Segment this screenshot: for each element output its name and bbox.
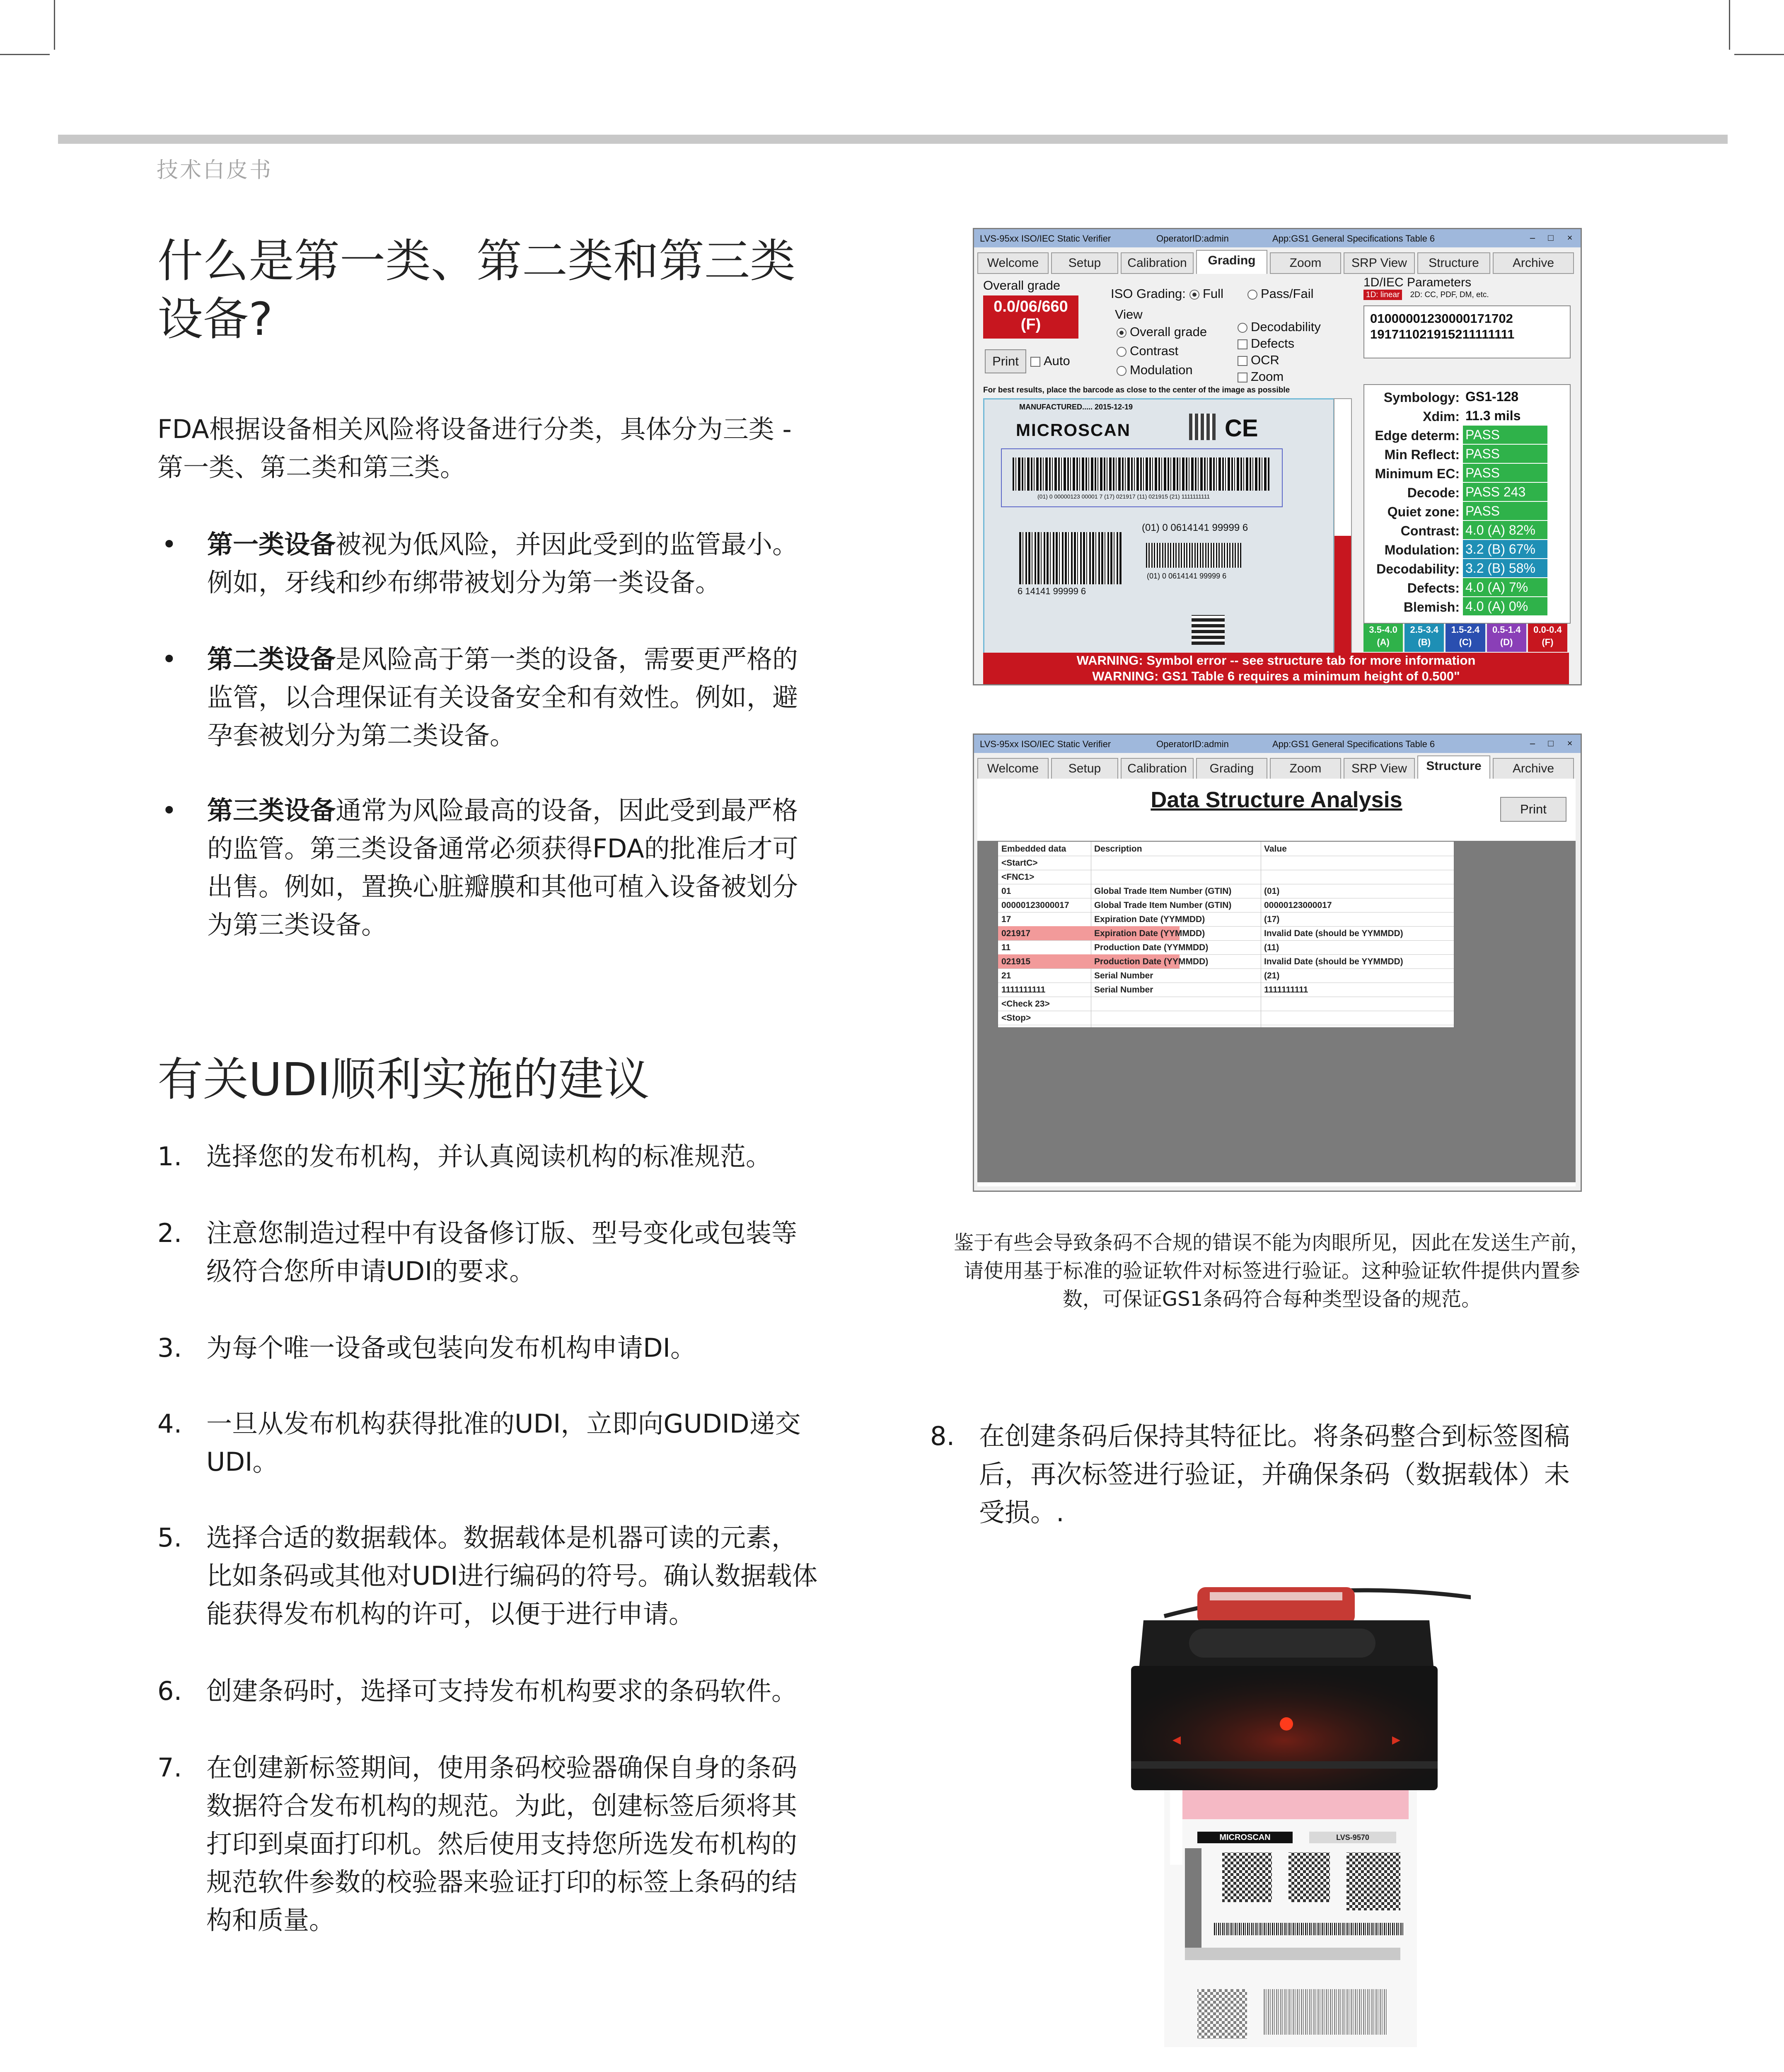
item-text: 在创建条码后保持其特征比。将条码整合到标签图稿: [979, 1421, 1570, 1451]
table-cell: Serial Number: [1094, 971, 1153, 980]
device-label-brand: MICROSCAN: [1219, 1833, 1271, 1842]
parameter-row: [1364, 502, 1555, 521]
parameter-row: [1364, 407, 1555, 426]
decoded-data-line: 01000001230000171702: [1370, 311, 1513, 326]
parameter-row: [1364, 483, 1555, 502]
parameter-name: Quiet zone:: [1387, 504, 1460, 519]
legend-cell: [1487, 624, 1526, 652]
table-row: [998, 968, 1454, 983]
check-box-icon[interactable]: [1238, 356, 1247, 366]
legend-grade: (D): [1500, 637, 1513, 647]
bullet-marker: •: [162, 529, 177, 559]
maximize-icon[interactable]: □: [1548, 738, 1554, 748]
ean-digits: 6 14141 99999 6: [1018, 586, 1086, 596]
item-number: 2.: [157, 1218, 182, 1248]
legend-cell: [1363, 624, 1403, 652]
maximize-icon[interactable]: □: [1548, 232, 1554, 243]
check-option-label: OCR: [1251, 353, 1279, 367]
tab-welcome[interactable]: Welcome: [977, 758, 1049, 779]
ean-barcode: [1019, 532, 1122, 584]
legend-range: 0.0-0.4: [1533, 625, 1562, 635]
table-row: [998, 912, 1454, 927]
item-number: 6.: [157, 1676, 182, 1706]
bullet-text: 监管，以合理保证有关设备安全和有效性。例如，避: [207, 682, 798, 712]
legend-cell: [1404, 624, 1444, 652]
parameters-list: [1363, 384, 1571, 624]
item-text: 注意您制造过程中有设备修订版、型号变化或包装等: [206, 1218, 798, 1248]
check-option-label: Decodability: [1251, 320, 1321, 334]
passfail-radio[interactable]: [1247, 286, 1313, 301]
bullet-text: 出售。例如，置换心脏瓣膜和其他可植入设备被划分: [207, 871, 798, 902]
parameter-name: Minimum EC:: [1375, 466, 1460, 481]
close-icon[interactable]: ×: [1567, 232, 1573, 243]
verifier-structure-window: [973, 733, 1582, 1192]
close-icon[interactable]: ×: [1567, 738, 1573, 748]
section-title-line2: 设备?: [157, 293, 273, 346]
bullet-item: [157, 792, 862, 944]
parameter-row: [1364, 426, 1555, 445]
tab-bar: [977, 755, 1577, 779]
bullet-text: 的监管。第三类设备通常必须获得FDA的批准后才可: [207, 833, 798, 864]
bullet-text: 孕套被划分为第二类设备。: [207, 720, 516, 750]
gtin-barcode: [1146, 543, 1241, 568]
table-cell: 17: [1001, 915, 1011, 924]
bullet-term: 第三类设备: [207, 795, 336, 825]
positioning-hint: For best results, place the barcode as close to the center of the image as possible: [983, 386, 1290, 395]
parameter-value: PASS: [1463, 502, 1547, 520]
table-cell: 21: [1001, 971, 1011, 980]
legend-range: 3.5-4.0: [1369, 625, 1397, 635]
table-row: [998, 884, 1454, 898]
parameter-row: [1364, 540, 1555, 559]
tab-welcome[interactable]: Welcome: [977, 252, 1049, 274]
intro-line: 第一类、第二类和第三类。: [157, 452, 466, 482]
table-row: [998, 997, 1454, 1011]
tab-calibration[interactable]: Calibration: [1121, 758, 1194, 779]
parameter-row: [1364, 578, 1555, 597]
warning-text: WARNING: Symbol error -- see structure tab for more information: [1076, 653, 1476, 668]
parameter-name: Xdim:: [1423, 409, 1460, 424]
legend-range: 0.5-1.4: [1492, 625, 1521, 635]
parameter-row: [1364, 597, 1555, 616]
passfail-label: Pass/Fail: [1261, 286, 1314, 301]
operator-id: OperatorID:admin: [1156, 739, 1229, 749]
legend-cell: [1528, 624, 1567, 652]
table-header-row: [998, 842, 1454, 856]
table-cell: 1111111111: [1264, 985, 1308, 995]
defects-check[interactable]: [1238, 336, 1294, 351]
table-cell: Invalid Date (should be YYMMDD): [1264, 957, 1403, 966]
tab-grading[interactable]: Grading: [1196, 758, 1267, 779]
tab-bar: [977, 250, 1577, 273]
gauge-fill: [1334, 536, 1351, 653]
item-text: UDI。: [206, 1447, 278, 1477]
gs1-128-barcode: [1013, 457, 1269, 491]
item-text: 选择您的发布机构，并认真阅读机构的标准规范。: [206, 1141, 772, 1172]
radio-icon[interactable]: [1117, 366, 1126, 376]
item-number: 5.: [157, 1523, 182, 1553]
bullet-text: 是风险高于第一类的设备，需要更严格的: [336, 644, 798, 674]
structure-panel: [977, 779, 1576, 1186]
table-row: [998, 898, 1454, 913]
iec-params-label: 1D/IEC Parameters: [1363, 276, 1472, 289]
caption-line: 请使用基于标准的验证软件对标签进行验证。这种验证软件提供内置参: [963, 1259, 1580, 1283]
parameter-name: Blemish:: [1403, 600, 1460, 615]
crop-mark: [54, 0, 55, 50]
warning-banner: [983, 653, 1569, 684]
overall-grade-label: Overall grade: [983, 278, 1061, 293]
table-cell: Production Date (YYMMDD): [1094, 957, 1209, 966]
app-spec: App:GS1 General Specifications Table 6: [1272, 233, 1435, 244]
column-header: Value: [1264, 844, 1287, 854]
crop-mark: [1734, 54, 1784, 55]
check-option-label: Zoom: [1251, 369, 1284, 384]
table-cell: (11): [1264, 943, 1279, 952]
barcode-human-readable: (01) 0 00000123 00001 7 (17) 021917 (11) 021915 (21) 1111111111: [1037, 493, 1210, 500]
view-option-label: Contrast: [1130, 344, 1179, 358]
legend-grade: (A): [1377, 637, 1390, 647]
grade-legend: [1363, 624, 1569, 652]
item-text: 一旦从发布机构获得批准的UDI，立即向GUDID递交: [206, 1409, 801, 1439]
auto-check-box[interactable]: [1030, 357, 1040, 367]
table-cell: 00000123000017: [1001, 900, 1069, 910]
parameter-value: 11.3 mils: [1463, 407, 1547, 425]
item-text: 选择合适的数据载体。数据载体是机器可读的元素，: [206, 1523, 798, 1553]
crop-mark: [1729, 0, 1730, 50]
tab-setup[interactable]: Setup: [1051, 758, 1118, 779]
mode-selector[interactable]: [1363, 290, 1489, 300]
item-text: 为每个唯一设备或包装向发布机构申请DI。: [206, 1333, 696, 1363]
tab-archive[interactable]: Archive: [1493, 758, 1574, 779]
window-titlebar: [974, 735, 1581, 753]
parameter-name: Edge determ:: [1375, 428, 1460, 443]
item-text: 规范软件参数的校验器来验证打印的标签上条码的结: [206, 1867, 798, 1897]
parameter-row: [1364, 464, 1555, 483]
qr-code-icon: [1192, 615, 1225, 645]
table-row: [998, 856, 1454, 870]
decoded-data-box: [1363, 305, 1571, 358]
column-header: Embedded data: [1001, 844, 1066, 854]
tab-srp-view[interactable]: SRP View: [1344, 758, 1415, 779]
table-cell: Invalid Date (should be YYMMDD): [1264, 929, 1403, 938]
parameter-name: Min Reflect:: [1384, 447, 1460, 462]
crop-mark: [0, 54, 50, 55]
radio-icon[interactable]: [1117, 347, 1126, 357]
view-label: View: [1115, 307, 1143, 322]
check-box-icon[interactable]: [1238, 373, 1247, 382]
item-text: 构和质量。: [206, 1905, 335, 1935]
data-structure-table: [997, 841, 1455, 1028]
figure-caption: [903, 1229, 1641, 1313]
bullet-marker: •: [162, 644, 177, 674]
bullet-item: [157, 640, 862, 755]
iso-grading-label: ISO Grading:: [1111, 286, 1186, 301]
item-text: 数据符合发布机构的规范。为此，创建标签后须将其: [206, 1791, 798, 1821]
parameter-name: Contrast:: [1400, 523, 1460, 538]
item-text: 比如条码或其他对UDI进行编码的符号。确认数据载体: [206, 1561, 818, 1591]
window-titlebar: [974, 229, 1581, 247]
app-spec: App:GS1 General Specifications Table 6: [1272, 739, 1435, 749]
tab-zoom[interactable]: Zoom: [1270, 252, 1341, 274]
verifier-device-photo: [1114, 1583, 1471, 2051]
table-cell: (01): [1264, 886, 1280, 896]
tab-grading[interactable]: Grading: [1196, 250, 1267, 274]
mode-1d[interactable]: 1D: linear: [1363, 290, 1402, 300]
caption-line: 鉴于有些会导致条码不合规的错误不能为肉眼所见，因此在发送生产前，: [953, 1231, 1590, 1254]
legend-grade: (C): [1459, 637, 1472, 647]
tab-archive[interactable]: Archive: [1493, 252, 1574, 274]
parameter-name: Symbology:: [1383, 390, 1460, 405]
item-number: 7.: [157, 1752, 182, 1783]
print-button[interactable]: Print: [985, 349, 1026, 373]
zoom-check[interactable]: [1238, 369, 1284, 384]
table-row: [998, 870, 1454, 884]
legend-cell: [1446, 624, 1485, 652]
table-cell: 1111111111: [1001, 985, 1046, 995]
item-text: 在创建新标签期间，使用条码校验器确保自身的条码: [206, 1752, 798, 1783]
tab-setup[interactable]: Setup: [1051, 252, 1118, 274]
ce-mark: CE: [1225, 415, 1258, 442]
table-cell: Serial Number: [1094, 985, 1153, 995]
parameter-value: PASS: [1463, 426, 1547, 444]
parameter-value: 3.2 (B) 67%: [1463, 540, 1547, 558]
table-cell: 01: [1001, 886, 1011, 896]
label-brand: MICROSCAN: [1016, 420, 1131, 440]
parameter-value: PASS: [1463, 445, 1547, 463]
table-cell: Global Trade Item Number (GTIN): [1094, 900, 1232, 910]
ocr-check[interactable]: [1238, 353, 1279, 368]
parameter-name: Decodability:: [1376, 562, 1460, 576]
window-title: LVS-95xx ISO/IEC Static Verifier: [980, 739, 1111, 749]
tab-structure[interactable]: Structure: [1417, 252, 1490, 274]
minimize-icon[interactable]: –: [1530, 232, 1535, 243]
legend-grade: (F): [1542, 637, 1554, 647]
table-row: [998, 1011, 1454, 1025]
parameter-row: [1364, 559, 1555, 578]
tab-zoom[interactable]: Zoom: [1270, 758, 1341, 779]
verifier-grading-window: [973, 228, 1582, 685]
radio-icon[interactable]: [1189, 290, 1199, 300]
table-cell: 021917: [1001, 929, 1031, 938]
tab-calibration[interactable]: Calibration: [1121, 252, 1194, 274]
intro-paragraph: [157, 410, 853, 487]
check-option-label: Defects: [1251, 336, 1295, 351]
parameter-value: PASS: [1463, 464, 1547, 482]
parameter-value: GS1-128: [1463, 387, 1547, 406]
table-cell: 11: [1001, 943, 1011, 952]
table-cell: Expiration Date (YYMMDD): [1094, 929, 1205, 938]
auto-checkbox[interactable]: [1030, 353, 1070, 368]
parameter-row: [1364, 445, 1555, 464]
caption-line: 数，可保证GS1条码符合每种类型设备的规范。: [1062, 1288, 1482, 1311]
window-title: LVS-95xx ISO/IEC Static Verifier: [980, 233, 1111, 244]
radio-icon[interactable]: [1117, 328, 1126, 338]
view-overall-radio[interactable]: [1117, 324, 1207, 339]
minimize-icon[interactable]: –: [1530, 738, 1535, 748]
bullet-item: [157, 525, 862, 602]
table-row: [998, 983, 1454, 997]
parameter-name: Decode:: [1407, 485, 1460, 500]
table-cell: (17): [1264, 915, 1280, 924]
check-box-icon[interactable]: [1238, 339, 1247, 349]
print-button[interactable]: Print: [1500, 797, 1566, 822]
table-cell: <FNC1>: [1001, 872, 1035, 882]
bullet-text: 为第三类设备。: [207, 910, 387, 940]
table-cell: 021915: [1001, 957, 1031, 966]
item-number: 1.: [157, 1141, 182, 1172]
item-number: 8.: [930, 1421, 955, 1451]
item-text: 受损。.: [979, 1497, 1064, 1527]
parameter-row: [1364, 521, 1555, 540]
legend-range: 1.5-2.4: [1451, 625, 1480, 635]
parameter-value: PASS 243: [1463, 483, 1547, 501]
operator-id: OperatorID:admin: [1156, 233, 1229, 244]
warning-text: WARNING: GS1 Table 6 requires a minimum height of 0.500": [1092, 669, 1460, 683]
decoded-data-line: 191711021915211111111: [1370, 327, 1515, 341]
header-rule: [58, 135, 1728, 144]
intro-line: FDA根据设备相关风险将设备进行分类，具体分为三类 -: [157, 414, 792, 444]
auto-label: Auto: [1044, 353, 1070, 368]
view-option-label: Modulation: [1130, 363, 1193, 377]
item-number: 4.: [157, 1409, 182, 1439]
tab-structure[interactable]: Structure: [1417, 755, 1490, 779]
bullet-text: 通常为风险最高的设备，因此受到最严格: [336, 795, 798, 825]
parameter-value: 4.0 (A) 7%: [1463, 578, 1547, 596]
radio-icon[interactable]: [1238, 323, 1247, 333]
structure-heading: Data Structure Analysis: [1151, 787, 1402, 812]
table-cell: <Check 23>: [1001, 999, 1050, 1009]
bullet-marker: •: [162, 795, 177, 825]
parameter-value: 4.0 (A) 82%: [1463, 521, 1547, 539]
section-title-line1: 什么是第一类、第二类和第三类: [157, 235, 795, 288]
table-cell: <Stop>: [1001, 1013, 1031, 1023]
grade-letter: (F): [1020, 316, 1041, 333]
column-header: Description: [1094, 844, 1142, 854]
legend-range: 2.5-3.4: [1410, 625, 1439, 635]
table-cell: Production Date (YYMMDD): [1094, 943, 1209, 952]
bullet-term: 第一类设备: [207, 529, 336, 559]
overall-grade-badge: [983, 295, 1078, 339]
item-text: 级符合您所申请UDI的要求。: [206, 1256, 535, 1286]
item-number: 3.: [157, 1333, 182, 1363]
section2-title: 有关UDI顺利实施的建议: [157, 1053, 650, 1106]
item-text: 打印到桌面打印机。然后使用支持您所选发布机构的: [206, 1829, 798, 1859]
table-row: [998, 926, 1454, 941]
parameter-value: 3.2 (B) 58%: [1463, 559, 1547, 577]
label-gtin-1: (01) 0 0614141 99999 6: [1142, 522, 1248, 533]
legend-grade: (B): [1418, 637, 1431, 647]
view-contrast-radio[interactable]: [1117, 344, 1178, 358]
table-cell: 00000123000017: [1264, 900, 1332, 910]
item-text: 后，再次标签进行验证，并确保条码（数据载体）未: [979, 1459, 1570, 1489]
full-radio[interactable]: [1189, 286, 1223, 301]
radio-icon[interactable]: [1247, 290, 1257, 300]
view-option-label: Overall grade: [1130, 324, 1207, 339]
verifier-device-illustration: [1114, 1583, 1471, 2051]
table-cell: (21): [1264, 971, 1280, 980]
tab-srp-view[interactable]: SRP View: [1344, 252, 1415, 274]
parameter-name: Modulation:: [1384, 542, 1460, 557]
label-gtin-2: (01) 0 0614141 99999 6: [1147, 572, 1227, 580]
parameter-row: [1364, 387, 1555, 407]
datamatrix-icon: [1189, 414, 1216, 440]
bullet-term: 第二类设备: [207, 644, 336, 674]
item-text: 创建条码时，选择可支持发布机构要求的条码软件。: [206, 1676, 798, 1706]
full-label: Full: [1203, 286, 1223, 301]
table-cell: Expiration Date (YYMMDD): [1094, 915, 1205, 924]
bullet-text: 被视为低风险，并因此受到的监管最小。: [336, 529, 798, 559]
header-label: 技术白皮书: [157, 158, 273, 183]
parameter-value: 4.0 (A) 0%: [1463, 597, 1547, 615]
bullet-text: 例如，牙线和纱布绑带被划分为第一类设备。: [207, 567, 721, 598]
table-cell: <StartC>: [1001, 858, 1038, 868]
parameter-name: Defects:: [1407, 581, 1460, 595]
label-manufactured: MANUFACTURED..... 2015-12-19: [1019, 403, 1133, 411]
progress-gauge: [1334, 398, 1352, 654]
table-cell: Global Trade Item Number (GTIN): [1094, 886, 1232, 896]
grade-value: 0.0/06/660: [994, 298, 1068, 315]
captured-label-image: [983, 398, 1334, 654]
device-label-model: LVS-9570: [1336, 1833, 1369, 1842]
item-text: 能获得发布机构的许可，以便于进行申请。: [206, 1599, 695, 1629]
mode-2d[interactable]: 2D: CC, PDF, DM, etc.: [1410, 290, 1489, 299]
view-modulation-radio[interactable]: [1117, 363, 1193, 378]
table-row: [998, 954, 1454, 969]
decodability-check[interactable]: [1238, 320, 1321, 334]
table-row: [998, 940, 1454, 955]
